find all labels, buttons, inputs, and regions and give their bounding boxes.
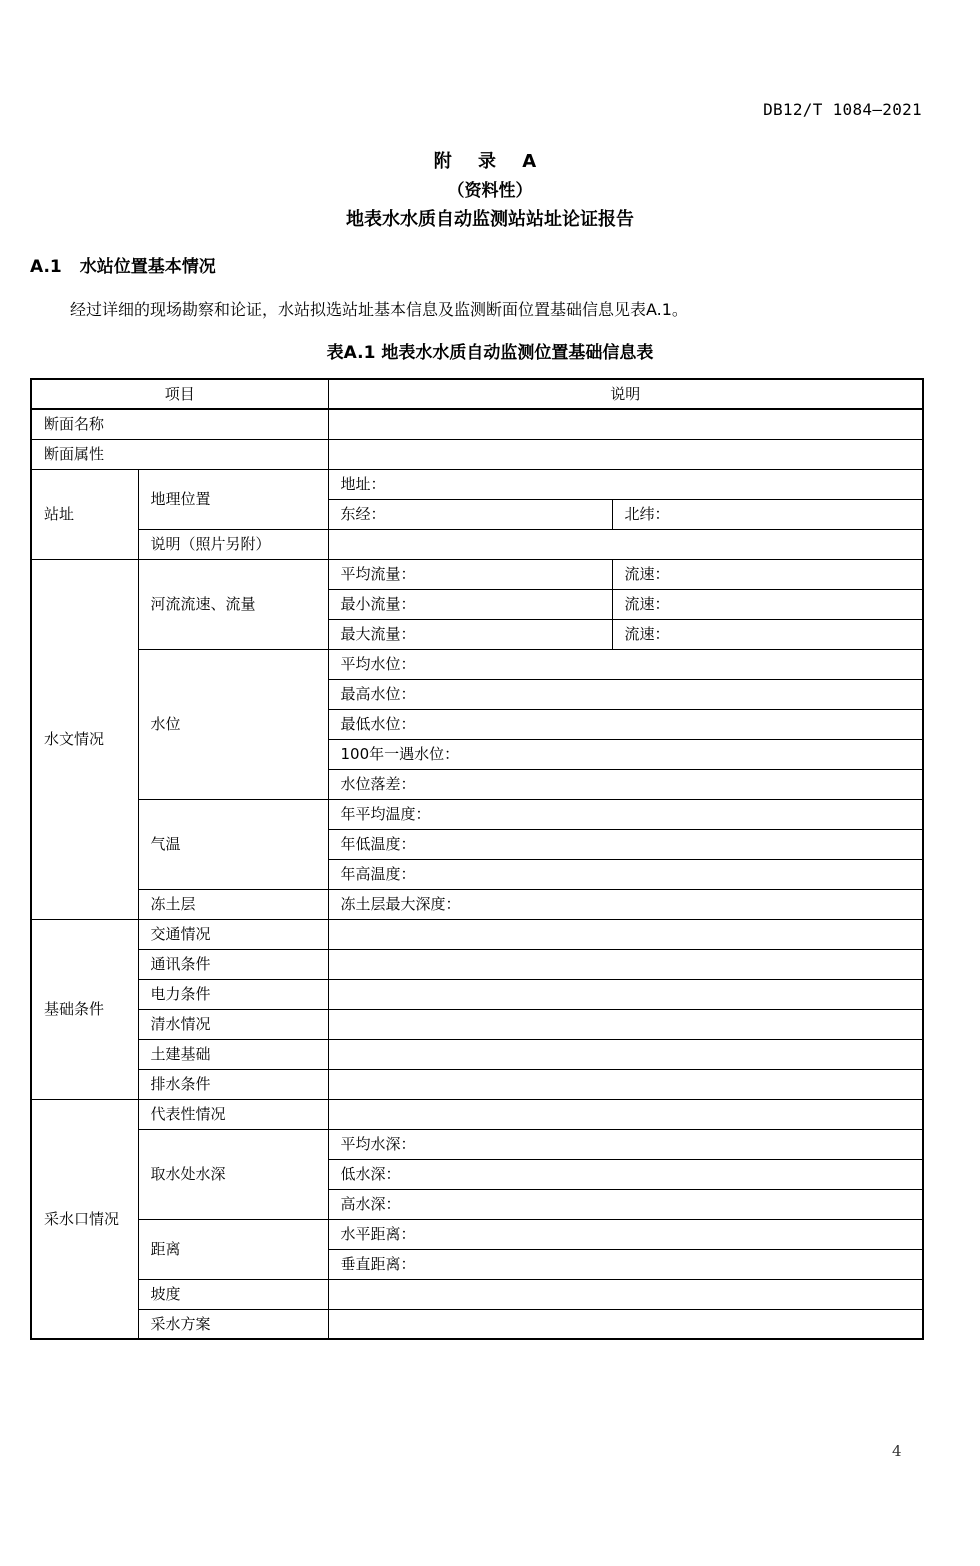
table-row [31,439,923,469]
value-cell [328,409,923,439]
value-cell [328,919,923,949]
table-row [31,1219,923,1249]
value-cell [328,979,923,1009]
body-paragraph: 经过详细的现场勘察和论证，水站拟选站址基本信息及监测断面位置基础信息见表A.1。 [70,300,688,319]
value-cell [328,1309,923,1339]
value-cell [328,1039,923,1069]
value-cell: 地址： [328,469,923,499]
row-label: 清水情况 [138,1009,328,1039]
table-row [31,409,923,439]
value-cell [328,1279,923,1309]
row-label: 土建基础 [138,1039,328,1069]
group-label: 站址 [31,469,138,559]
row-label: 交通情况 [138,919,328,949]
value-cell: 水平距离： [328,1219,923,1249]
value-cell: 低水深： [328,1159,923,1189]
table-row [31,979,923,1009]
row-label: 水位 [138,649,328,799]
table-row [31,1099,923,1129]
row-label: 说明（照片另附） [138,529,328,559]
section-heading [30,252,216,277]
row-label: 坡度 [138,1279,328,1309]
row-label: 断面名称 [31,409,328,439]
group-label: 水文情况 [31,559,138,919]
table-row [31,949,923,979]
row-label: 河流流速、流量 [138,559,328,649]
row-label: 地理位置 [138,469,328,529]
table-row [31,1309,923,1339]
header-description: 说明 [328,379,923,409]
section-number: A.1 [30,257,62,277]
table-row [31,529,923,559]
row-label: 冻土层 [138,889,328,919]
table-row [31,1279,923,1309]
value-cell: 东经： [328,499,612,529]
value-cell: 年平均温度： [328,799,923,829]
standard-number: DB12/T 1084—2021 [763,100,922,119]
annex-type: （资料性） [447,181,533,201]
table-row [31,559,923,589]
table-row [31,1069,923,1099]
table-row [31,469,923,499]
value-cell: 最高水位： [328,679,923,709]
value-cell: 北纬： [612,499,923,529]
table-header-row [31,379,923,409]
table-row [31,919,923,949]
value-cell: 最大流量： [328,619,612,649]
row-label: 采水方案 [138,1309,328,1339]
value-cell: 最低水位： [328,709,923,739]
table-row [31,1039,923,1069]
value-cell: 垂直距离： [328,1249,923,1279]
section-title: 水站位置基本情况 [79,257,216,277]
table-row [31,1009,923,1039]
row-label: 气温 [138,799,328,889]
value-cell: 高水深： [328,1189,923,1219]
value-cell: 平均流量： [328,559,612,589]
value-cell: 年低温度： [328,829,923,859]
site-info-table [30,378,924,1340]
value-cell: 流速： [612,589,923,619]
row-label: 通讯条件 [138,949,328,979]
value-cell: 平均水深： [328,1129,923,1159]
table-row [31,889,923,919]
table-caption: 表A.1 地表水水质自动监测位置基础信息表 [326,343,654,363]
value-cell: 100年一遇水位： [328,739,923,769]
value-cell: 流速： [612,619,923,649]
value-cell: 水位落差： [328,769,923,799]
value-cell: 冻土层最大深度： [328,889,923,919]
table-row [31,649,923,679]
table-row [31,1129,923,1159]
table-row [31,799,923,829]
value-cell [328,949,923,979]
value-cell [328,529,923,559]
value-cell [328,439,923,469]
value-cell [328,1009,923,1039]
value-cell: 最小流量： [328,589,612,619]
annex-name: 地表水水质自动监测站站址论证报告 [346,209,634,230]
value-cell: 平均水位： [328,649,923,679]
row-label: 取水处水深 [138,1129,328,1219]
group-label: 基础条件 [31,919,138,1099]
value-cell: 流速： [612,559,923,589]
row-label: 排水条件 [138,1069,328,1099]
row-label: 电力条件 [138,979,328,1009]
value-cell [328,1069,923,1099]
row-label: 代表性情况 [138,1099,328,1129]
value-cell: 年高温度： [328,859,923,889]
value-cell [328,1099,923,1129]
row-label: 距离 [138,1219,328,1279]
group-label: 采水口情况 [31,1099,138,1339]
header-item: 项目 [31,379,328,409]
row-label: 断面属性 [31,439,328,469]
annex-title: 附 录 A [433,151,547,172]
page-number: 4 [892,1442,902,1460]
